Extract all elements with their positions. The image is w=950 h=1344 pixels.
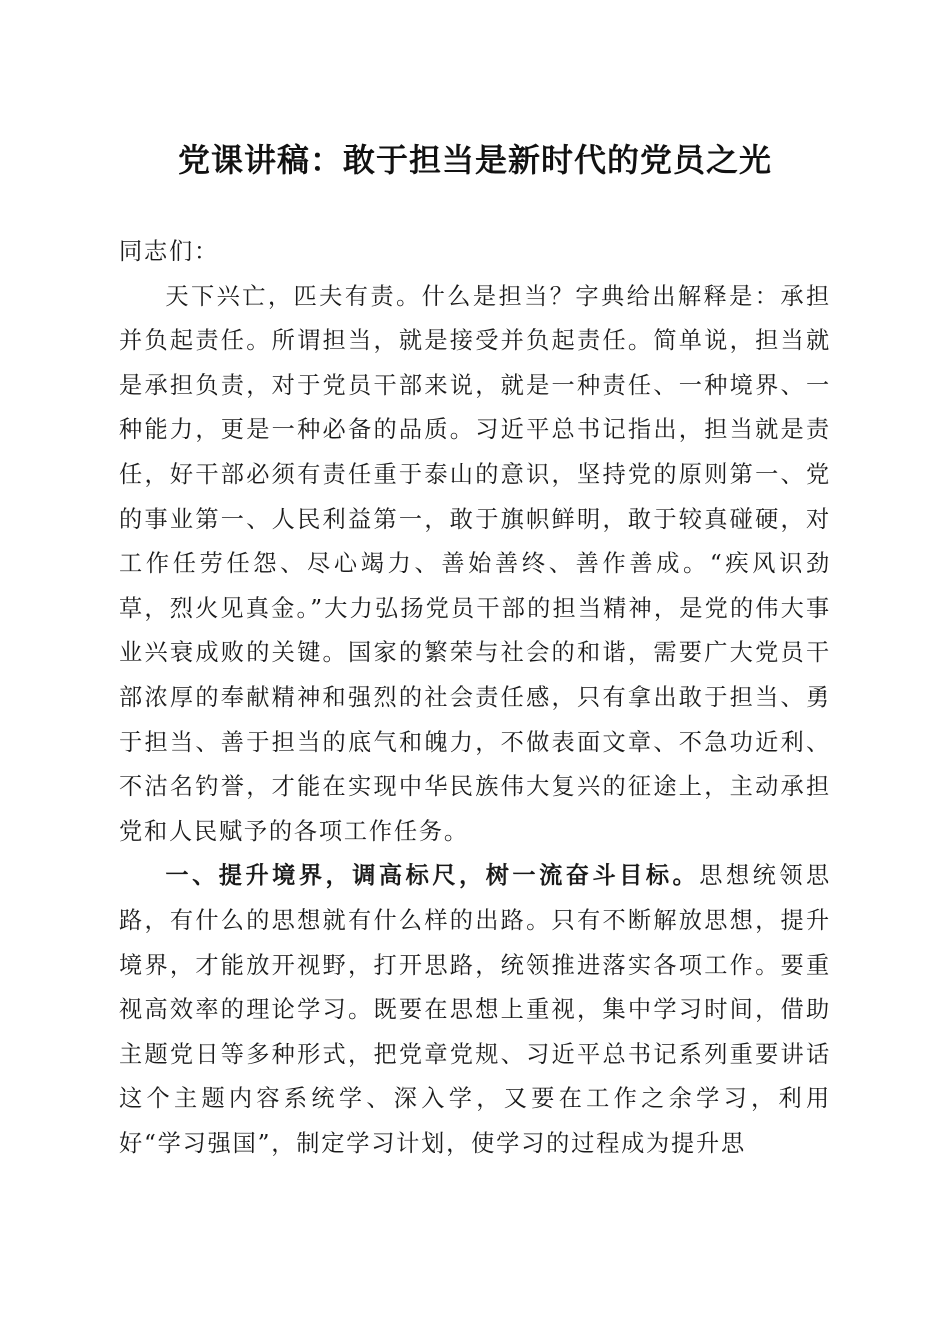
paragraph-intro-text: 天下兴亡，匹夫有责。什么是担当？字典给出解释是：承担并负起责任。所谓担当，就是接受并负起责任。简单说，担当就是承担负责，对于党员干部来说，就是一种责任、一种境界、一种能力，更是一种必备的品质。习近平总书记指出，担当就是责任，好干部必须有责任重于泰山的意识，坚持党的原则第一、党的事业第一、人民利益第一，敢于旗帜鲜明，敢于较真碰硬，对工作任劳任怨、尽心竭力、善始善终、善作善成。“疾风识劲草，烈火见真金。”大力弘扬党员干部的担当精神，是党的伟大事业兴衰成败的关键。国家的繁荣与社会的和谐，需要广大党员干部浓厚的奉献精神和强烈的社会责任感，只有拿出敢于担当、勇于担当、善于担当的底气和魄力，不做表面文章、不急功近利、不沽名钓誉，才能在实现中华民族伟大复兴的征途上，主动承担党和人民赋予的各项工作任务。 [119,282,831,845]
section-1-heading: 一、提升境界，调高标尺，树一流奋斗目标。 [165,862,700,890]
paragraph-intro [119,275,831,855]
document-body [119,230,831,1166]
paragraph-section-1 [119,854,831,1166]
page-title: 党课讲稿：敢于担当是新时代的党员之光 [177,141,772,179]
salutation: 同志们： [119,238,219,265]
section-1-text: 思想统领思路，有什么的思想就有什么样的出路。只有不断解放思想，提升境界，才能放开视野，打开思路，统领推进落实各项工作。要重视高效率的理论学习。既要在思想上重视，集中学习时间，借助主题党日等多种形式，把党章党规、习近平总书记系列重要讲话这个主题内容系统学、深入学，又要在工作之余学习，利用好“学习强国”，制定学习计划，使学习的过程成为提升思 [119,862,832,1157]
